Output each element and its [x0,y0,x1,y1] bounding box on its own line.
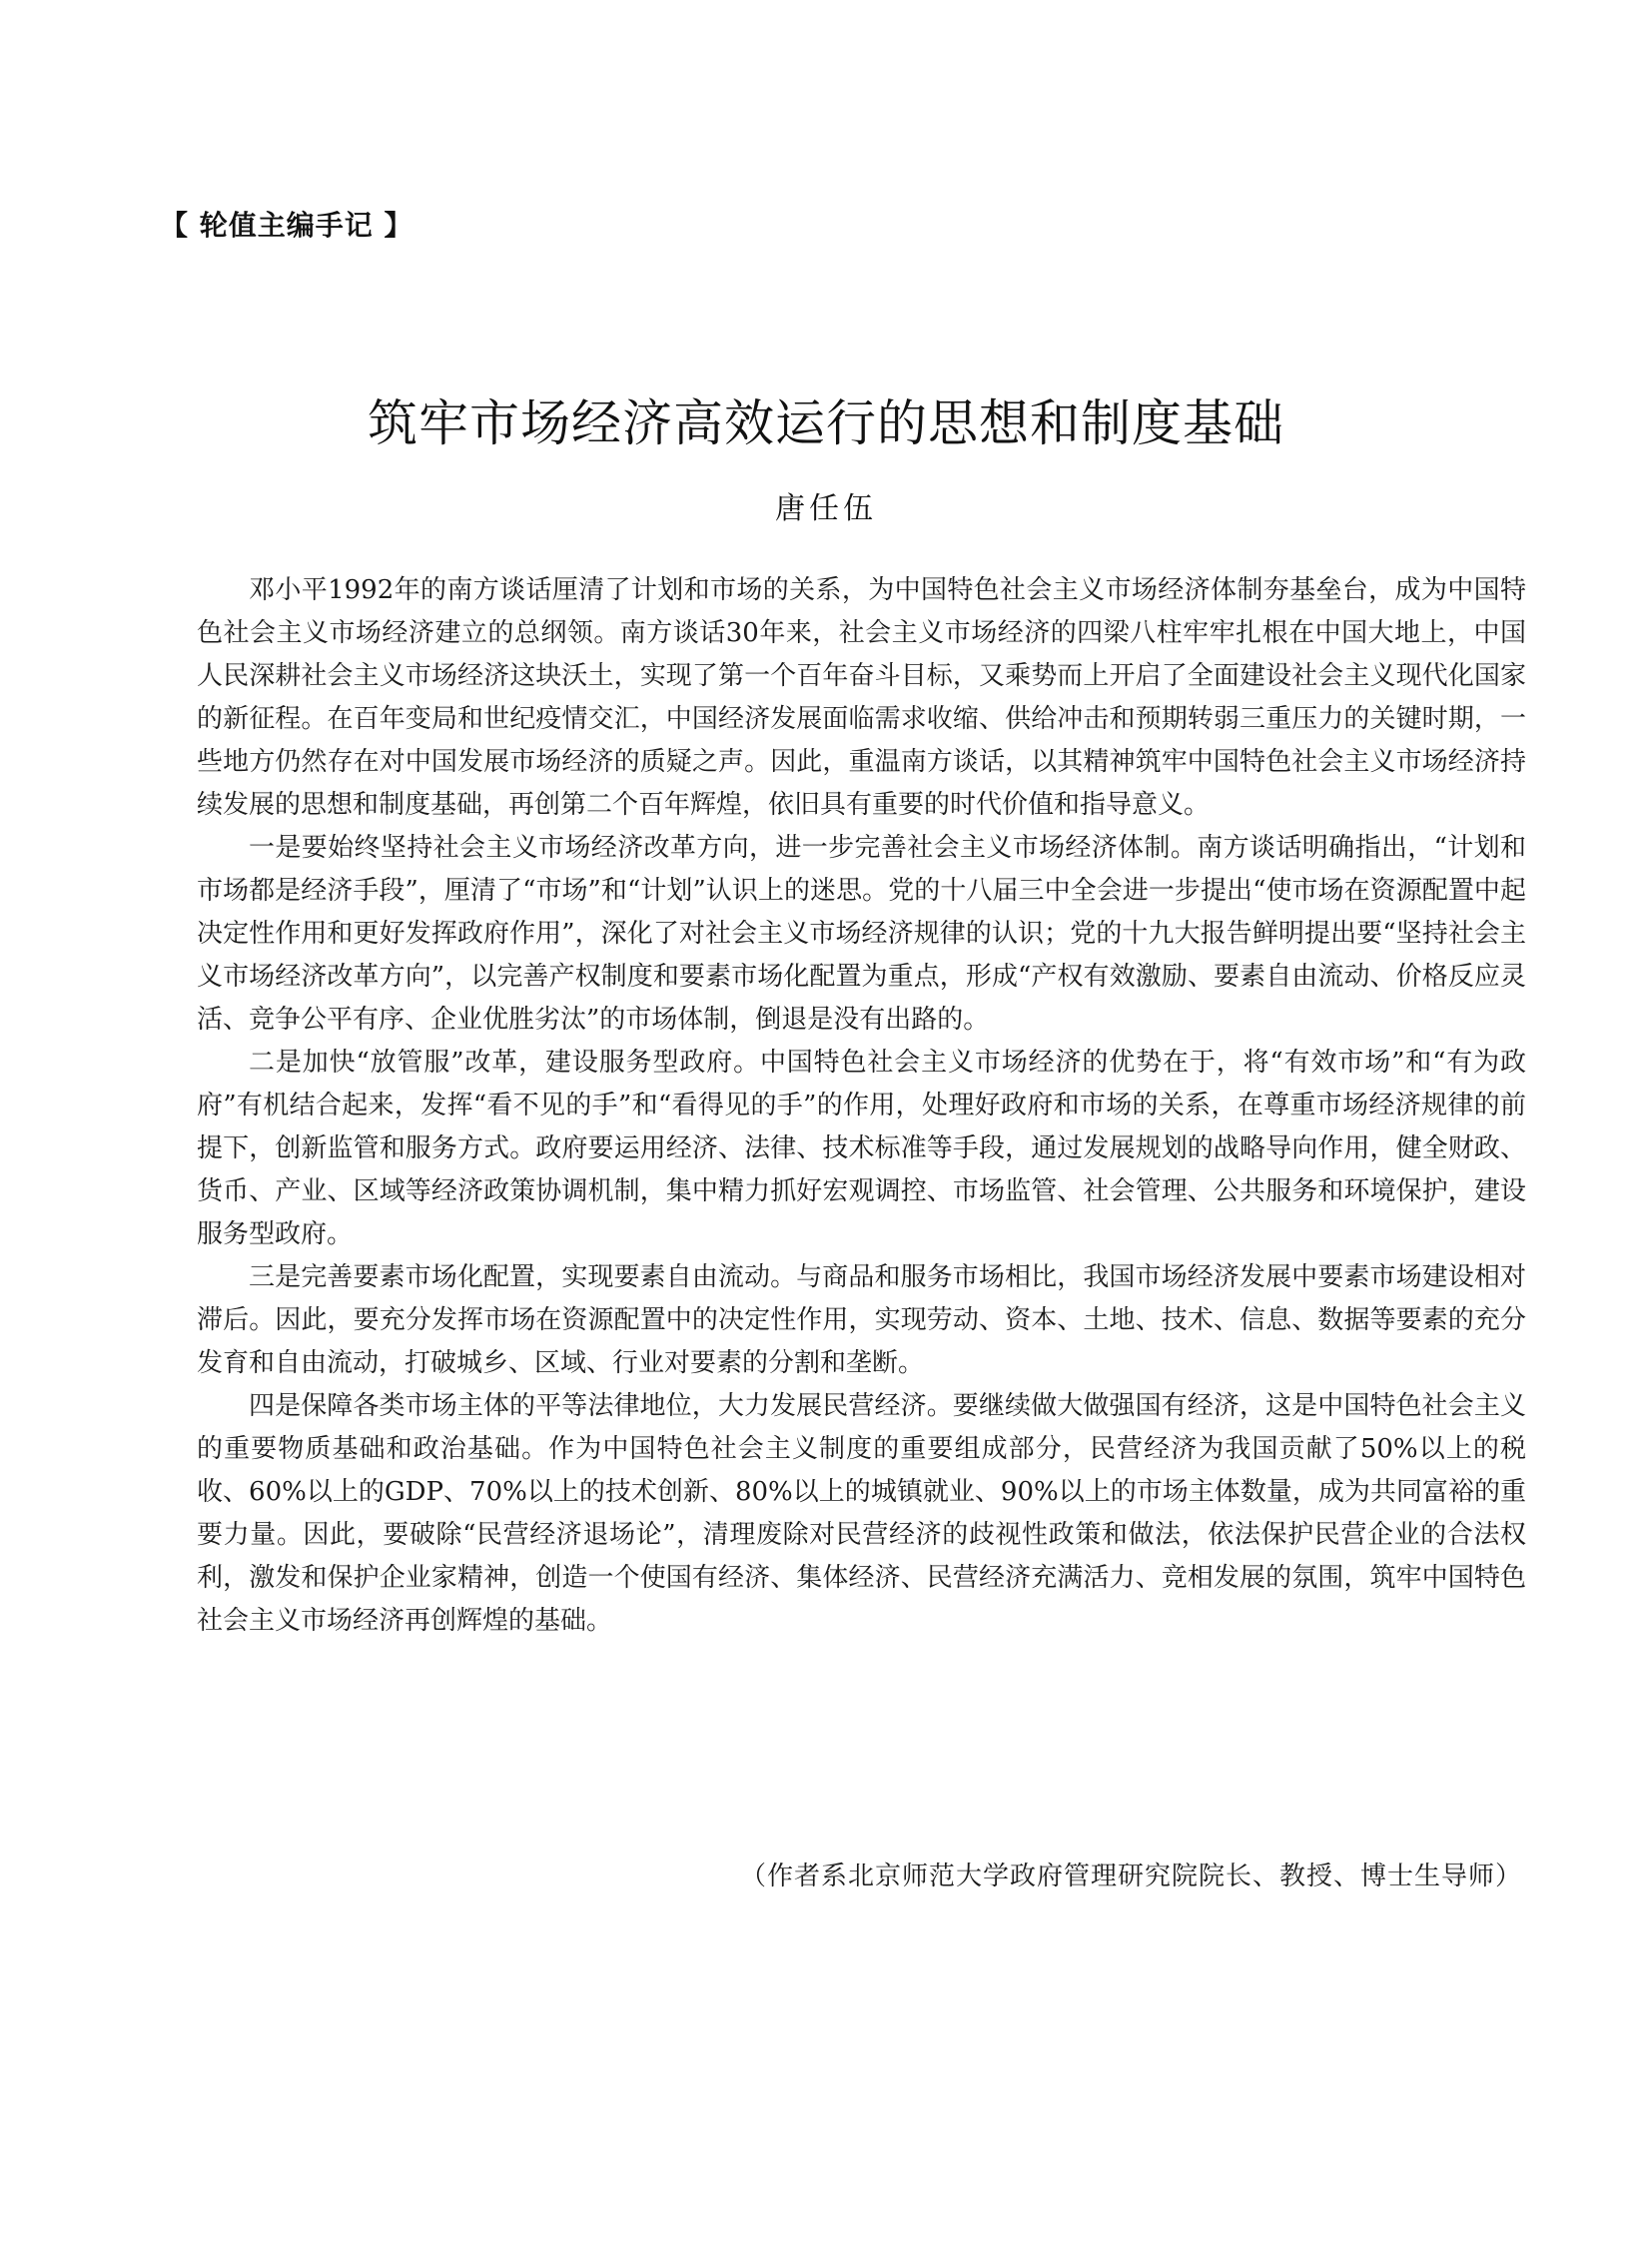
paragraph-point-two: 二是加快“放管服”改革，建设服务型政府。中国特色社会主义市场经济的优势在于，将“有效市场”和“有为政府”有机结合起来，发挥“看不见的手”和“看得见的手”的作用，处理好政府和市场的关系，在尊重市场经济规律的前提下，创新监管和服务方式。政府要运用经济、法律、技术标准等手段，通过发展规划的战略导向作用，健全财政、货币、产业、区域等经济政策协调机制，集中精力抓好宏观调控、市场监管、社会管理、公共服务和环境保护，建设服务型政府。 [197,1048,1526,1249]
article-title: 筑牢市场经济高效运行的思想和制度基础 [368,393,1284,452]
author-affiliation-note: （作者系北京师范大学政府管理研究院院长、教授、博士生导师） [739,1862,1522,1891]
column-tag: 【 轮值主编手记 】 [160,209,413,242]
author-name: 唐任伍 [775,491,877,526]
paragraph-point-three: 三是完善要素市场化配置，实现要素自由流动。与商品和服务市场相比，我国市场经济发展中要素市场建设相对滞后。因此，要充分发挥市场在资源配置中的决定性作用，实现劳动、资本、土地、技术、信息、数据等要素的充分发育和自由流动，打破城乡、区域、行业对要素的分割和垄断。 [197,1262,1526,1378]
article-body [197,569,1526,1643]
paragraph-point-four: 四是保障各类市场主体的平等法律地位，大力发展民营经济。要继续做大做强国有经济，这是中国特色社会主义的重要物质基础和政治基础。作为中国特色社会主义制度的重要组成部分，民营经济为我国贡献了50%以上的税收、60%以上的GDP、70%以上的技术创新、80%以上的城镇就业、90%以上的市场主体数量，成为共同富裕的重要力量。因此，要破除“民营经济退场论”，清理废除对民营经济的歧视性政策和做法，依法保护民营企业的合法权利，激发和保护企业家精神，创造一个使国有经济、集体经济、民营经济充满活力、竞相发展的氛围，筑牢中国特色社会主义市场经济再创辉煌的基础。 [197,1391,1526,1636]
paragraph-intro: 邓小平1992年的南方谈话厘清了计划和市场的关系，为中国特色社会主义市场经济体制夯基垒台，成为中国特色社会主义市场经济建立的总纲领。南方谈话30年来，社会主义市场经济的四梁八柱牢牢扎根在中国大地上，中国人民深耕社会主义市场经济这块沃土，实现了第一个百年奋斗目标，又乘势而上开启了全面建设社会主义现代化国家的新征程。在百年变局和世纪疫情交汇，中国经济发展面临需求收缩、供给冲击和预期转弱三重压力的关键时期，一些地方仍然存在对中国发展市场经济的质疑之声。因此，重温南方谈话，以其精神筑牢中国特色社会主义市场经济持续发展的思想和制度基础，再创第二个百年辉煌，依旧具有重要的时代价值和指导意义。 [197,575,1526,820]
paragraph-point-one: 一是要始终坚持社会主义市场经济改革方向，进一步完善社会主义市场经济体制。南方谈话明确指出，“计划和市场都是经济手段”，厘清了“市场”和“计划”认识上的迷思。党的十八届三中全会进一步提出“使市场在资源配置中起决定性作用和更好发挥政府作用”，深化了对社会主义市场经济规律的认识；党的十九大报告鲜明提出要“坚持社会主义市场经济改革方向”，以完善产权制度和要素市场化配置为重点，形成“产权有效激励、要素自由流动、价格反应灵活、竞争公平有序、企业优胜劣汰”的市场体制，倒退是没有出路的。 [197,833,1526,1035]
